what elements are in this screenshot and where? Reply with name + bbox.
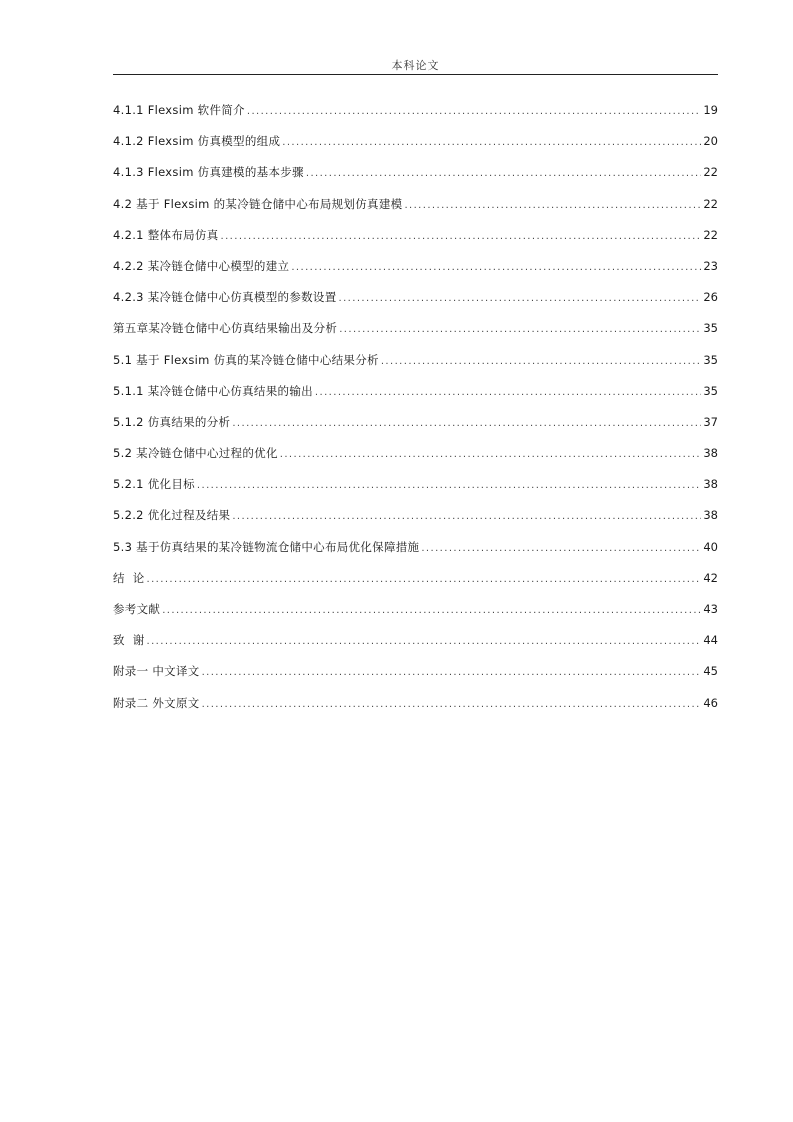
toc-entry[interactable] <box>113 225 718 256</box>
toc-page-number: 22 <box>703 227 718 242</box>
toc-leader-dots <box>280 445 702 465</box>
toc-page-number: 38 <box>703 446 718 461</box>
toc-entry-label: 5.3 基于仿真结果的某冷链物流仓储中心布局优化保障措施 <box>113 539 420 554</box>
toc-entry-label: 4.2.3 某冷链仓储中心仿真模型的参数设置 <box>113 290 337 305</box>
toc-page-number: 42 <box>703 570 718 585</box>
toc-leader-dots <box>197 476 701 496</box>
toc-entry[interactable] <box>113 131 718 162</box>
toc-leader-dots <box>339 289 702 309</box>
toc-entry-label: 第五章某冷链仓储中心仿真结果输出及分析 <box>113 321 338 336</box>
toc-leader-dots <box>147 570 702 590</box>
toc-leader-dots <box>381 352 702 372</box>
toc-page-number: 22 <box>703 165 718 180</box>
toc-entry-label: 4.2.2 某冷链仓储中心模型的建立 <box>113 258 290 273</box>
toc-entry-label: 4.2.1 整体布局仿真 <box>113 227 219 242</box>
toc-page-number: 38 <box>703 477 718 492</box>
toc-leader-dots <box>162 601 701 621</box>
toc-entry-label: 5.1 基于 Flexsim 仿真的某冷链仓储中心结果分析 <box>113 352 379 367</box>
toc-entry[interactable] <box>113 537 718 568</box>
toc-entry-label: 5.1.1 某冷链仓储中心仿真结果的输出 <box>113 383 313 398</box>
toc-entry-label: 结 论 <box>113 570 145 585</box>
toc-leader-dots <box>202 663 702 683</box>
toc-entry[interactable] <box>113 256 718 287</box>
toc-leader-dots <box>404 196 701 216</box>
toc-entry[interactable] <box>113 443 718 474</box>
toc-entry[interactable] <box>113 194 718 225</box>
table-of-contents <box>113 100 718 724</box>
toc-entry[interactable] <box>113 474 718 505</box>
toc-entry-label: 5.2.1 优化目标 <box>113 477 195 492</box>
toc-page-number: 22 <box>703 196 718 211</box>
toc-entry[interactable] <box>113 505 718 536</box>
toc-leader-dots <box>247 102 702 122</box>
toc-entry-label: 致 谢 <box>113 633 145 648</box>
toc-page-number: 46 <box>703 695 718 710</box>
toc-entry[interactable] <box>113 412 718 443</box>
toc-entry-label: 4.2 基于 Flexsim 的某冷链仓储中心布局规划仿真建模 <box>113 196 403 211</box>
toc-leader-dots <box>202 695 702 715</box>
toc-entry-label: 5.1.2 仿真结果的分析 <box>113 414 231 429</box>
toc-page-number: 38 <box>703 508 718 523</box>
toc-entry[interactable] <box>113 318 718 349</box>
toc-page-number: 35 <box>703 383 718 398</box>
toc-entry[interactable] <box>113 661 718 692</box>
toc-entry[interactable] <box>113 568 718 599</box>
toc-entry-label: 附录二 外文原文 <box>113 695 200 710</box>
toc-entry[interactable] <box>113 162 718 193</box>
toc-page-number: 35 <box>703 321 718 336</box>
toc-entry[interactable] <box>113 287 718 318</box>
toc-page-number: 23 <box>703 258 718 273</box>
header-title: 本科论文 <box>391 59 440 72</box>
toc-leader-dots <box>339 320 701 340</box>
toc-leader-dots <box>315 383 701 403</box>
toc-entry[interactable] <box>113 693 718 724</box>
toc-page-number: 26 <box>703 290 718 305</box>
toc-entry-label: 参考文献 <box>113 602 161 616</box>
toc-leader-dots <box>291 258 701 278</box>
toc-page-number: 44 <box>703 633 718 648</box>
toc-leader-dots <box>421 539 701 559</box>
toc-entry[interactable] <box>113 630 718 661</box>
toc-entry-label: 4.1.3 Flexsim 仿真建模的基本步骤 <box>113 165 304 180</box>
toc-entry-label: 5.2 某冷链仓储中心过程的优化 <box>113 446 278 461</box>
toc-entry-label: 4.1.1 Flexsim 软件简介 <box>113 103 245 117</box>
toc-entry-label: 4.1.2 Flexsim 仿真模型的组成 <box>113 134 281 149</box>
toc-leader-dots <box>147 632 702 652</box>
toc-entry[interactable] <box>113 599 718 630</box>
toc-entry-label: 5.2.2 优化过程及结果 <box>113 508 231 523</box>
toc-page-number: 19 <box>703 103 718 117</box>
toc-leader-dots <box>221 227 702 247</box>
toc-entry-label: 附录一 中文译文 <box>113 664 200 679</box>
toc-page-number: 35 <box>703 352 718 367</box>
page-header <box>113 54 718 75</box>
toc-leader-dots <box>232 414 701 434</box>
toc-page-number: 37 <box>703 414 718 429</box>
toc-page-number: 45 <box>703 664 718 679</box>
toc-page-number: 20 <box>703 134 718 149</box>
toc-leader-dots <box>232 507 701 527</box>
toc-leader-dots <box>306 164 702 184</box>
toc-entry[interactable] <box>113 100 718 131</box>
toc-page-number: 43 <box>703 602 718 616</box>
toc-leader-dots <box>282 133 701 153</box>
toc-entry[interactable] <box>113 350 718 381</box>
toc-entry[interactable] <box>113 381 718 412</box>
toc-page-number: 40 <box>703 539 718 554</box>
